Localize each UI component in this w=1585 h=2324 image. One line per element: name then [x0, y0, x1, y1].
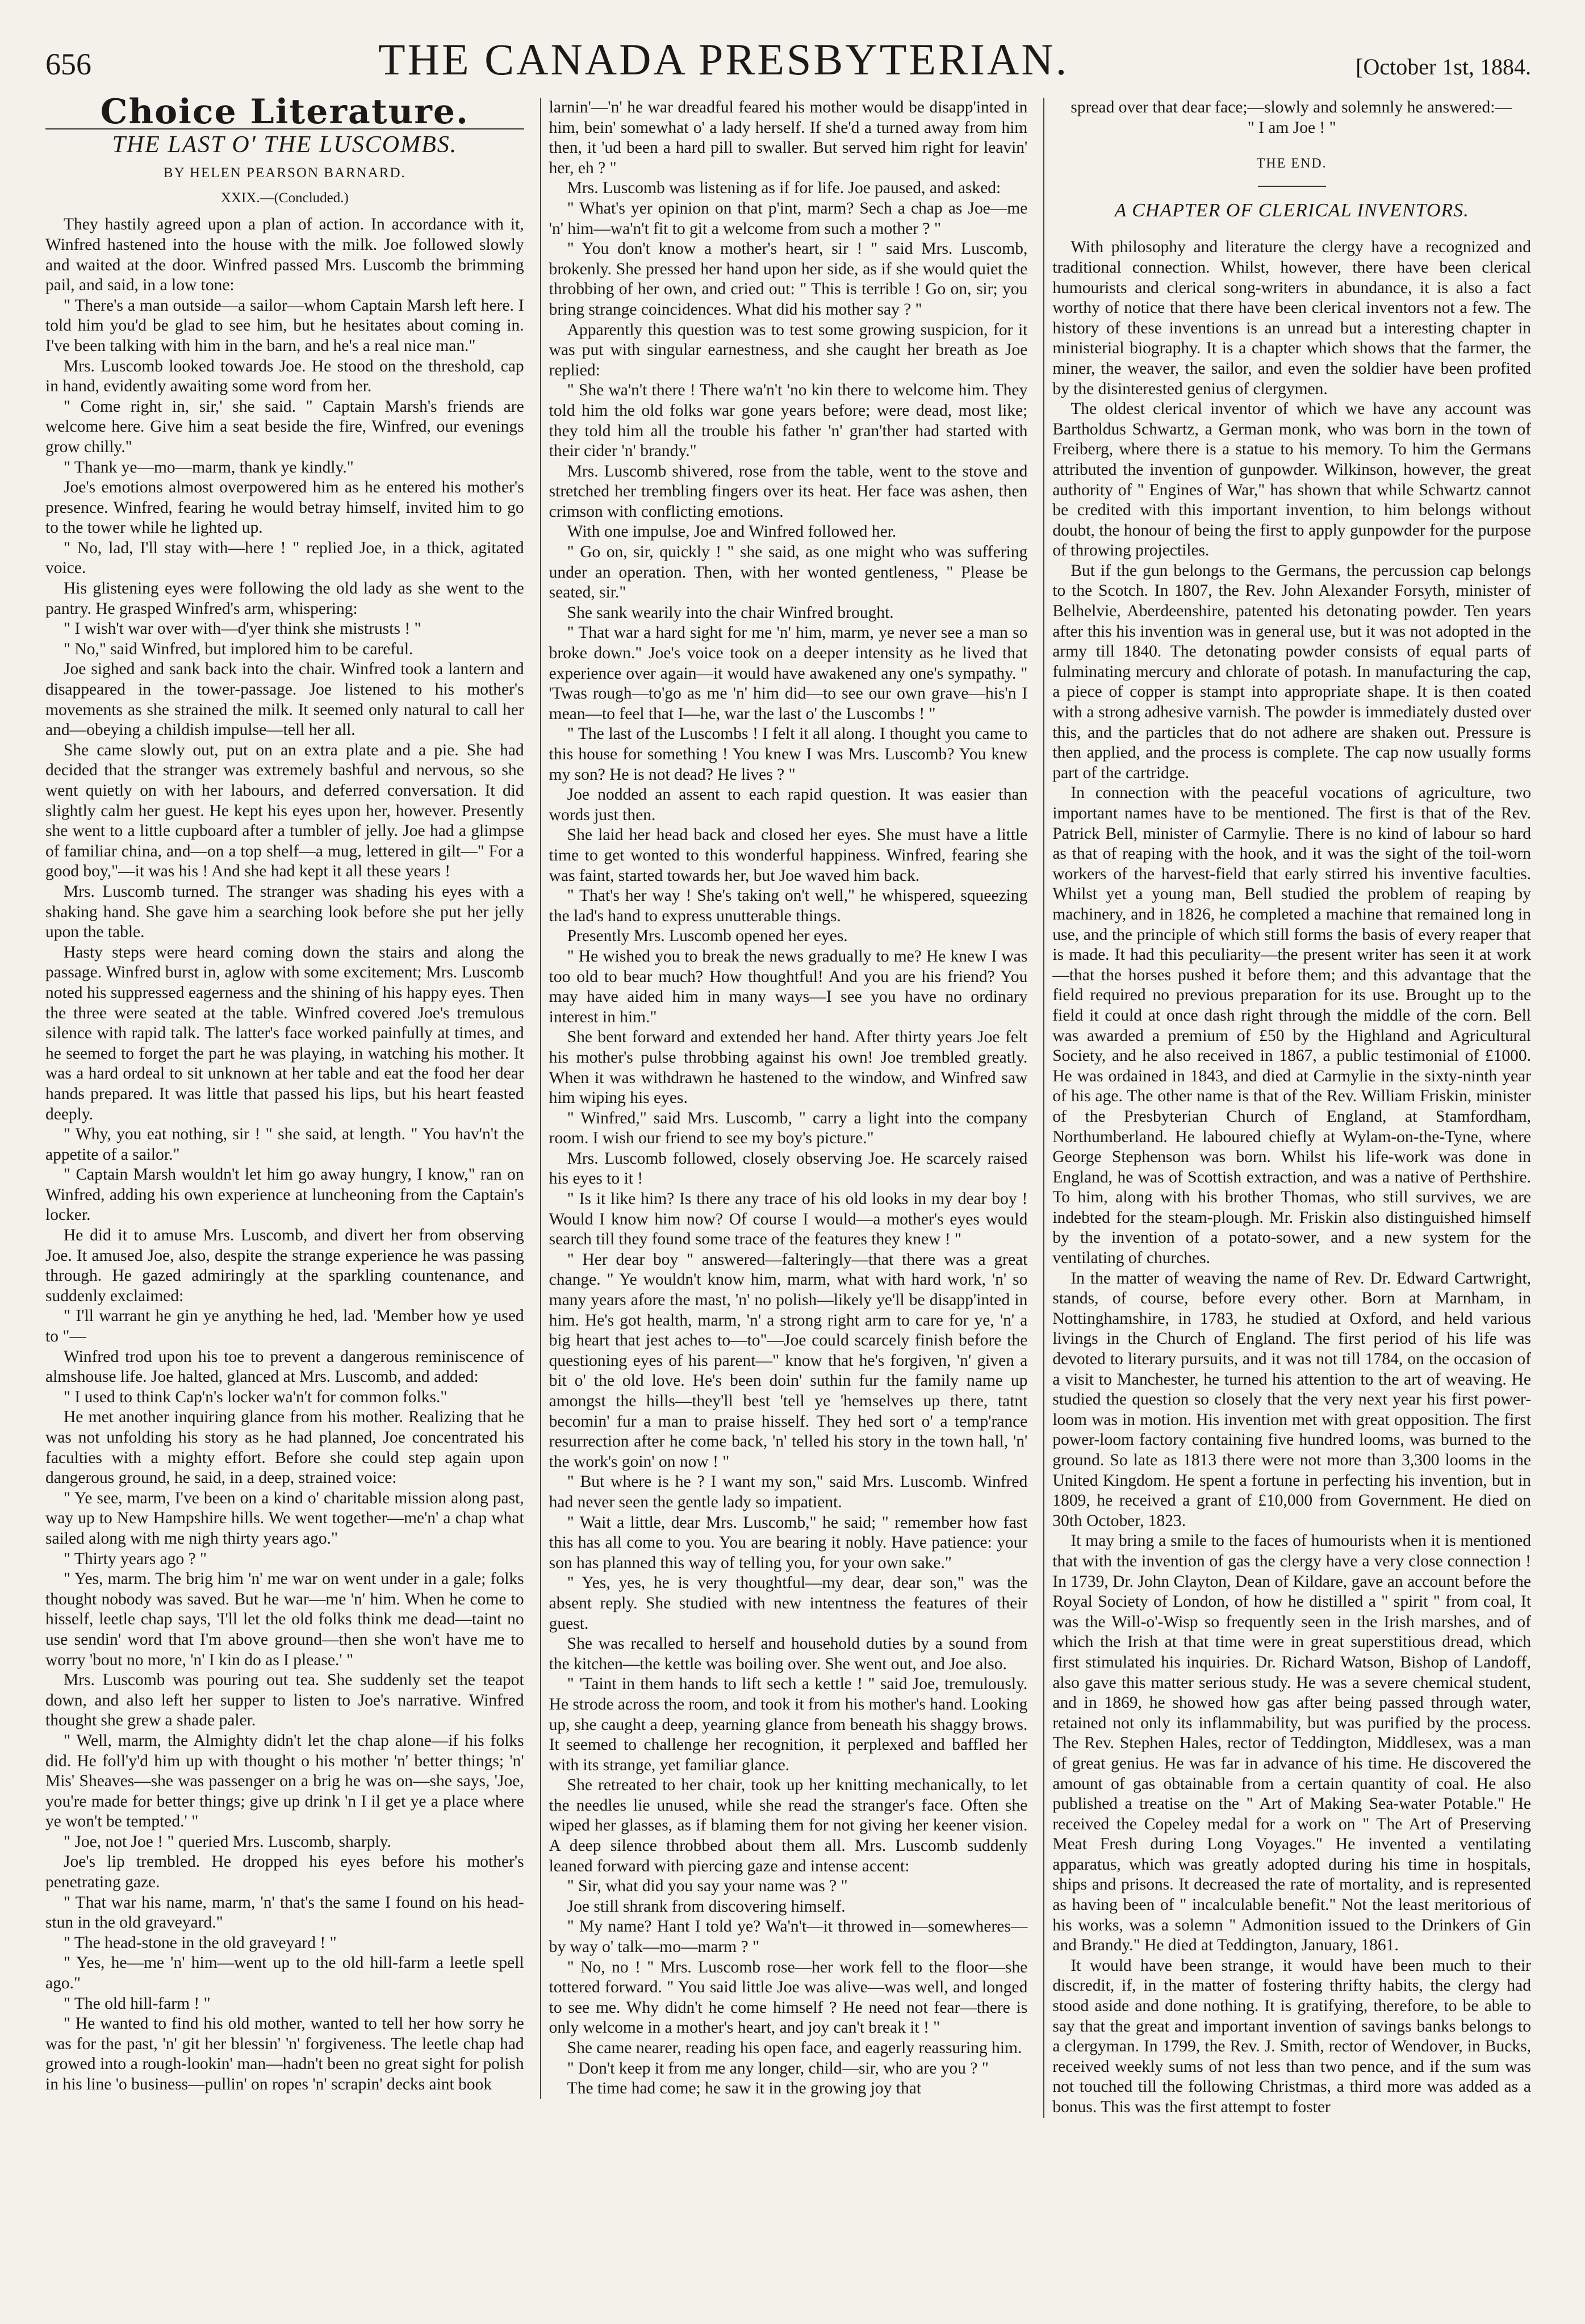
column-1: [45, 92, 524, 2095]
paragraph: " Well, marm, the Almighty didn't let the chap alone—if his folks did. He foll'y'd him up with thought o his mother 'n' better things; 'n' Mis' Sheaves—she was passenger on a brig he was on—she says, 'Joe, you're made for better things; give up drink 'n I il get ye a place where ye won't be tempted.' ": [45, 1731, 524, 1831]
paragraph: " I'll warrant he gin ye anything he hed, lad. 'Member how ye used to "—: [45, 1307, 524, 1346]
paragraph: Mrs. Luscomb was pouring out tea. She suddenly set the teapot down, and also left her supper to listen to Joe's narrative. Winfred thought she grew a shade paler.: [45, 1671, 524, 1730]
paragraph: In the matter of weaving the name of Rev. Dr. Edward Cartwright, stands, of course, before every other. Born at Marnham, in Nottinghamshire, in 1783, he studied at Oxford, and held various livings in the Church of England. The first period of his life was devoted to literary pursuits, and it was not till 1784, on the occasion of a visit to Manchester, he turned his attention to the art of weaving. He studied the question so closely that the very next year his first power-loom was in motion. His invention met with great opposition. The first power-loom factory containing five hundred looms, was burned to the ground. So late as 1813 there were not more than 3,300 looms in the United Kingdom. He spent a fortune in perfecting his invention, but in 1809, he received a grant of £10,000 from Government. He died on 30th October, 1823.: [1052, 1269, 1532, 1530]
paragraph: " That war his name, marm, 'n' that's the same I found on his head-stun in the old graveyard.": [45, 1893, 524, 1932]
paragraph: " My name? Hant I told ye? Wa'n't—it throwed in—somewheres—by way o' talk—mo—marm ? ": [549, 1917, 1028, 1957]
paragraph: Hasty steps were heard coming down the stairs and along the passage. Winfred burst in, aglow with some excitement; Mrs. Luscomb noted his suppressed eagerness and the shining of his happy eyes. Then the three were seated at the table. Winfred covered Joe's tremulous silence with rapid talk. The latter's face worked painfully at times, and he seemed to forget the part he was playing, in watching his mother. It was a hard ordeal to sit unknown at her table and eat the food her dear hands prepared. It was little that passed his lips, but his heart feasted deeply.: [45, 943, 524, 1123]
paragraph: They hastily agreed upon a plan of action. In accordance with it, Winfred hastened into the house with the milk. Joe followed slowly and waited at the door. Winfred passed Mrs. Luscomb the brimming pail, and said, in a low tone:: [45, 215, 524, 295]
story-ending: [1052, 98, 1531, 138]
paragraph: " That war a hard sight for me 'n' him, marm, ye never see a man so broke down." Joe's voice took on a deeper intensity as he lived that experience over again—it would have awakened any one's sympathy. " 'Twas rough—to'go as me 'n' him did—to see our own grave—his'n I mean—to feel that I—he, war the last o' the Luscombs ! ": [549, 624, 1028, 723]
article-text: [1052, 237, 1531, 2117]
paragraph: With philosophy and literature the clergy have a recognized and traditional connection. Whilst, however, there have been clerical humourists and clerical song-writers in abundance, it is also a fact worthy of notice that there have been clerical inventors not a few. The history of these inventions is an unread but a interesting chapter in ministerial biography. It is a chapter which shows that the farmer, the miner, the weaver, the sailor, and even the soldier have been profited by the disinterested genius of clergymen.: [1052, 238, 1532, 398]
paragraph: She retreated to her chair, took up her knitting mechanically, to let the needles lie unused, while she read the stranger's face. Often she wiped her glasses, as if blaming them for not giving her keener vision. A deep silence throbbed about them all. Mrs. Luscomb suddenly leaned forward with piercing gaze and intense accent:: [549, 1776, 1028, 1875]
publication-title: THE CANADA PRESBYTERIAN.: [378, 35, 1069, 84]
paragraph: " Joe, not Joe ! " queried Mrs. Luscomb, sharply.: [64, 1832, 391, 1851]
paragraph: " Sir, what did you say your name was ? ": [567, 1877, 848, 1896]
issue-date: [October 1st, 1884.: [1356, 54, 1531, 80]
paragraph: " But where is he ? I want my son," said Mrs. Luscomb. Winfred had never seen the gentle lady so impatient.: [549, 1473, 1028, 1511]
paragraph: " That's her way ! She's taking on't well," he whispered, squeezing the lad's hand to express unutterable things.: [549, 887, 1028, 925]
paragraph: " Ye see, marm, I've been on a kind o' charitable mission along past, way up to New Hampshire hills. We went together—me'n' a chap what sailed along with me nigh thirty years ago.": [45, 1489, 524, 1548]
paragraph: Mrs. Luscomb looked towards Joe. He stood on the threshold, cap in hand, evidently awaiting some word from her.: [45, 357, 524, 396]
paragraph: " Go on, sir, quickly ! " she said, as one might who was suffering under an operation. Then, with her wonted gentleness, " Please be seated, sir.": [549, 543, 1028, 602]
paragraph: " The head-stone in the old graveyard ! ": [64, 1933, 337, 1952]
paragraph: " Thank ye—mo—marm, thank ye kindly.": [64, 458, 354, 476]
paragraph: " You don't know a mother's heart, sir ! " said Mrs. Luscomb, brokenly. She pressed her hand upon her side, as if she would quiet the throbbing of her own, and cried out: " This is terrible ! Go on, sir; you bring strange coincidences. What did his mother say ? ": [549, 240, 1028, 319]
section-heading: Choice Literature.: [100, 92, 469, 132]
paragraph: " Yes, he—me 'n' him—went up to the old hill-farm a leetle spell ago.": [45, 1954, 524, 1993]
paragraph: " Thirty years ago ? ": [64, 1549, 207, 1568]
paragraph: " Winfred," said Mrs. Luscomb, " carry a light into the company room. I wish our friend to see my boy's picture.": [549, 1109, 1028, 1148]
paragraph: He did it to amuse Mrs. Luscomb, and divert her from observing Joe. It amused Joe, also, despite the strange experience he was passing through. He gazed admiringly at the sparkling countenance, and suddenly exclaimed:: [45, 1226, 524, 1305]
paragraph: " I wish't war over with—d'yer think she mistrusts ! ": [64, 620, 421, 638]
paragraph: She laid her head back and closed her eyes. She must have a little time to get wonted to this wonderful happiness. Winfred, fearing she was faint, started towards her, but Joe waved him back.: [549, 826, 1028, 885]
paragraph: " Don't keep it from me any longer, child—sir, who are you ? ": [567, 2059, 989, 2078]
paragraph: Mrs. Luscomb was listening as if for life. Joe paused, and asked:: [567, 179, 1001, 198]
paragraph: larnin'—'n' he war dreadful feared his mother would be disapp'inted in him, bein' somewhat o' a lady herself. If she'd a turned away from him then, it 'ud been a hard pill to swaller. But served him right for leavin' her, eh ? ": [549, 98, 1028, 177]
divider: [1258, 186, 1326, 187]
paragraph: His glistening eyes were following the old lady as she went to the pantry. He grasped Winfred's arm, whispering:: [45, 579, 524, 618]
paragraph: " The last of the Luscombs ! I felt it all along. I thought you came to this house for something ! You knew I was Mrs. Luscomb? You knew my son? He is not dead? He lives ? ": [549, 725, 1028, 784]
paragraph: Mrs. Luscomb followed, closely observing Joe. He scarcely raised his eyes to it !: [549, 1149, 1028, 1188]
paragraph: " Captain Marsh wouldn't let him go away hungry, I know," ran on Winfred, adding his own experience at luncheoning from the Captain's locker.: [45, 1165, 524, 1224]
paragraph: " He wanted to find his old mother, wanted to tell her how sorry he was for the past, 'n' git her blessin' 'n' forgiveness. The leetle chap had growed into a rough-lookin' man—hadn't been no great sight for polish in his line 'o business—pullin' on ropes 'n' scrapin' decks aint book: [45, 2014, 524, 2093]
paragraph: Presently Mrs. Luscomb opened her eyes.: [567, 927, 848, 946]
paragraph: " He wished you to break the news gradually to me? He knew I was too old to bear much? How thoughtful! And you are his friend? You may have aided him in many ways—I see you have no ordinary interest in him.": [549, 947, 1028, 1026]
paragraph: " I am Joe ! ": [1247, 118, 1336, 137]
page-number: 656: [45, 47, 91, 81]
column-3: [1043, 98, 1531, 2118]
paragraph: " Wait a little, dear Mrs. Luscomb," he said; " remember how fast this has all come to you. You are bearing it nobly. Have patience: your son has planned this way of telling you, for your own sake.": [549, 1513, 1028, 1572]
paragraph: Joe's lip trembled. He dropped his eyes before his mother's penetrating gaze.: [45, 1853, 524, 1892]
masthead: [45, 34, 1531, 91]
story-end-marker: THE END.: [1256, 156, 1327, 172]
story-text-continued: [549, 98, 1028, 2099]
paragraph: " Is it like him? Is there any trace of his old looks in my dear boy ! Would I know him now? Of course I would—a mother's eyes would search till they found some trace of the features they knew ! ": [549, 1190, 1028, 1249]
paragraph: He met another inquiring glance from his mother. Realizing that he was not unfolding his story as he had planned, Joe concentrated his faculties with a mighty effort. Before she could step again upon dangerous ground, he said, in a deep, strained voice:: [45, 1408, 524, 1487]
paragraph: Joe sighed and sank back into the chair. Winfred took a lantern and disappeared in the tower-passage. Joe listened to his mother's movements as she strained the milk. It seemed only natural to call her and—obeying a childish impulse—tell her all.: [45, 660, 524, 739]
columns: [45, 92, 1532, 2118]
story-title: THE LAST O' THE LUSCOMBS.: [112, 131, 458, 158]
paragraph: She came slowly out, put on an extra plate and a pie. She had decided that the stranger was extremely bashful and nervous, so she went quietly on with her labours, and deferred conversation. It did slightly calm her guest. He kept his eyes upon her, however. Presently she went to a little cupboard after a tumbler of jelly. Joe had a glimpse of familiar china, and—on a top shelf—a mug, lettered in gilt—" For a good boy,"—it was his ! And she had kept it all these years !: [45, 741, 524, 881]
paragraph: " What's yer opinion on that p'int, marm? Sech a chap as Joe—me 'n' him—wa'n't fit to git a welcome from such a mother ? ": [549, 199, 1028, 238]
paragraph: Mrs. Luscomb turned. The stranger was shading his eyes with a shaking hand. She gave him a searching look before she put her jelly upon the table.: [45, 882, 524, 942]
paragraph: " 'Taint in them hands to lift sech a kettle ! " said Joe, tremulously. He strode across the room, and took it from his mother's hand. Looking up, she caught a deep, yearning glance from beneath his shaggy brows. It seemed to challenge her recognition, it perplexed and baffled her with its strange, yet familiar glance.: [549, 1675, 1028, 1774]
paragraph: " The old hill-farm ! ": [64, 1994, 211, 2013]
paragraph: Joe's emotions almost overpowered him as he entered his mother's presence. Winfred, fearing he would betray himself, invited him to go to the tower while he lighted up.: [45, 478, 524, 537]
paragraph: " No, lad, I'll stay with—here ! " replied Joe, in a thick, agitated voice.: [45, 538, 524, 578]
paragraph: She came nearer, reading his open face, and eagerly reassuring him.: [567, 2039, 1022, 2057]
paragraph: In connection with the peaceful vocations of agriculture, two important names have to be mentioned. The first is that of the Rev. Patrick Bell, minister of Carmylie. There is no kind of labour so hard as that of reaping with the hook, and it was the sight of the toil-worn workers of the harvest-field that early stirred his inventive faculties. Whilst yet a young man, Bell studied the problem of reaping by machinery, and in 1826, he completed a machine that remained long in use, and the principle of which still forms the basis of every reaper that is made. It had this peculiarity—the present writer has seen it at work—that the horses pushed it before them; and this advantage that the field required no previous preparation for its use. Brought up to the field it could at once dash right through the middle of the corn. Bell was awarded a premium of £50 by the Highland and Agricultural Society, and he also received in 1867, a public testimonial of £1000. He was ordained in 1843, and died at Carmylie in the sixty-ninth year of his age. The other name is that of the Rev. William Friskin, minister of the Presbyterian Church of England, at Stamfordham, Northumberland. He laboured chiefly at Wylam-on-the-Tyne, where George Stephenson was born. Whilst his life-work was done in England, he was of Scottish extraction, and was a native of Perthshire. To him, along with his brother Thomas, who still survives, we are indebted for the steam-plough. Mr. Friskin also distinguished himself by the invention of a potato-sower, and a new system for the ventilating of churches.: [1052, 784, 1532, 1268]
story-byline: BY HELEN PEARSON BARNARD.: [163, 165, 406, 181]
paragraph: She was recalled to herself and household duties by a sound from the kitchen—the kettle was boiling over. She went out, and Joe also.: [549, 1635, 1028, 1673]
paragraph: Joe still shrank from discovering himself.: [567, 1897, 846, 1916]
paragraph: Apparently this question was to test some growing suspicion, for it was put with singular earnestness, and she caught her breath as Joe replied:: [549, 320, 1028, 379]
paragraph: spread over that dear face;—slowly and solemnly he answered:—: [1070, 98, 1512, 116]
paragraph: " No, no ! " Mrs. Luscomb rose—her work fell to the floor—she tottered forward. " You said little Joe was alive—was well, and longed to see me. Why didn't he come himself ? He need not fear—there is only welcome in a mother's heart, and joy can't break it ! ": [549, 1958, 1028, 2037]
paragraph: " Yes, marm. The brig him 'n' me war on went under in a gale; folks thought nobody was saved. But he war—me 'n' him. When he come to hisself, leetle chap says, 'I'll let the old folks think me dead—taint no use sendin' word that I'm above ground—then she won't have me to worry 'bout no more, 'n' I kin do as I please.' ": [45, 1570, 524, 1669]
paragraph: " I used to think Cap'n's locker wa'n't for common folks.": [64, 1387, 448, 1406]
paragraph: " Yes, yes, he is very thoughtful—my dear, dear son," was the absent reply. She studied with new intentness the features of their guest.: [549, 1574, 1028, 1633]
paragraph: It may bring a smile to the faces of humourists when it is mentioned that with the invention of gas the clergy have a very close connection ! In 1739, Dr. John Clayton, Dean of Kildare, gave an account before the Royal Society of London, of how he distilled a " spirit " from coal, It was the Will-o'-Wisp so frequently seen in the Irish marshes, and of which the Irish at that time were in great superstitious dread, which first stimulated his inquiries. Dr. Richard Watson, Bishop of Landoff, also gave this matter serious study. He was a severe chemical student, and in 1869, he showed how gas after being passed through water, retained not only its inflammability, but was purified by the process. The Rev. Stephen Hales, rector of Teddington, Middlesex, was a man of great genius. He was far in advance of his time. He discovered the amount of gas obtainable from a certain quantity of coal. He also published a treatise on the " Art of Making Sea-water Potable." He received the Copeley medal for a work on " The Art of Preserving Meat Fresh during Long Voyages." He invented a ventilating apparatus, which was greatly adopted during his time in hospitals, ships and prisons. It decreased the rate of mortality, and is represented as having been of " incalculable benefit." Not the least meritorious of his works, was a solemn " Admonition issued to the Drinkers of Gin and Brandy." He died at Teddington, January, 1861.: [1052, 1532, 1532, 1955]
paragraph: " She wa'n't there ! There wa'n't 'no kin there to welcome him. They told him the old folks war gone years before; were dead, most like; they told him all the trouble his father 'n' gran'ther had started with their cider 'n' brandy.": [549, 381, 1028, 461]
paragraph: With one impulse, Joe and Winfred followed her.: [567, 523, 897, 541]
article-title: A CHAPTER OF CLERICAL INVENTORS.: [1114, 199, 1469, 221]
paragraph: " Why, you eat nothing, sir ! " she said, at length. " You hav'n't the appetite of a sailor.": [45, 1125, 524, 1164]
paragraph: Winfred trod upon his toe to prevent a dangerous reminiscence of almshouse life. Joe halted, glanced at Mrs. Luscomb, and added:: [45, 1347, 524, 1386]
paragraph: " Her dear boy " answered—falteringly—that there was a great change. " Ye wouldn't know him, marm, what with hard work, 'n' so many years afore the mast, 'n' no polish—likely ye'll be disapp'inted in him. He's got health, marm, 'n' a strong right arm to care for ye, 'n' a big heart that jest aches to—to"—Joe could scarcely finish before the questioning eyes of his parent—" know that he's forgiven, 'n' given a bit o' the old love. He's been doin' suthin fur the family name up amongst the hills—they'll best 'tell ye 'hemselves up there, tatnt becomin' fur a man to praise hisself. They hed sort o' a temp'rance resurrection after he come back, 'n' telled his story in the town hall, 'n' the work's goin' on now ! ": [549, 1250, 1028, 1471]
chapter-heading: XXIX.—(Concluded.): [220, 190, 349, 206]
paragraph: The oldest clerical inventor of which we have any account was Bartholdus Schwartz, a German monk, who was born in the town of Freiberg, where there is a statue to his memory. To him the Germans attributed the invention of gunpowder. Wilkinson, however, the great authority of " Engines of War," has shown that while Schwartz cannot be credited with this important invention, to him belongs without doubt, the honour of being the first to apply gunpowder for the purpose of throwing projectiles.: [1052, 400, 1532, 560]
story-text: [45, 215, 524, 2095]
paragraph: It would have been strange, it would have been much to their discredit, if, in the matter of fostering thrifty habits, the clergy had stood aside and done nothing. It is gratifying, therefore, to be able to say that the great and important invention of savings banks belongs to a clergyman. In 1799, the Rev. J. Smith, rector of Wendover, in Bucks, received weekly sums of not less than two pence, and if the sum was not touched till the following Christmas, a third more was added as a bonus. This was the first attempt to foster: [1052, 1956, 1532, 2116]
paragraph: But if the gun belongs to the Germans, the percussion cap belongs to the Scotch. In 1807, the Rev. John Alexander Forsyth, minister of Belhelvie, Aberdeenshire, patented his detonating powder. Ten years after this his invention was in general use, but it was not adopted in the army till 1840. The detonating powder consists of equal parts of fulminating mercury and chlorate of potash. In manufacturing the cap, a piece of copper is stampt into appropriate shape. It is then coated with a strong adhesive varnish. The powder is immediately dusted over this, and the particles that do not adhere are shaken out. Pressure is then applied, and the process is complete. The cap now usually forms part of the cartridge.: [1052, 561, 1532, 782]
paragraph: " Come right in, sir,' she said. " Captain Marsh's friends are welcome here. Give him a seat beside the fire, Winfred, our evenings grow chilly.": [45, 397, 524, 456]
paragraph: The time had come; he saw it in the growing joy that: [567, 2079, 922, 2098]
paragraph: She sank wearily into the chair Winfred brought.: [567, 603, 894, 622]
column-2: [540, 98, 1028, 2099]
paragraph: She bent forward and extended her hand. After thirty years Joe felt his mother's pulse throbbing against his own! Joe trembled greatly. When it was withdrawn he hastened to the window, and Winfred saw him wiping his eyes.: [549, 1028, 1028, 1107]
paragraph: Joe nodded an assent to each rapid question. It was easier than words just then.: [549, 785, 1028, 824]
paragraph: Mrs. Luscomb shivered, rose from the table, went to the stove and stretched her trembling fingers over its heat. Her face was ashen, then crimson with conflicting emotions.: [549, 462, 1028, 521]
paragraph: " No," said Winfred, but implored him to be careful.: [64, 639, 413, 658]
paragraph: " There's a man outside—a sailor—whom Captain Marsh left here. I told him you'd be glad to see him, but he hesitates about coming in. I've been talking with him in the barn, and he's a real nice man.": [45, 296, 524, 355]
